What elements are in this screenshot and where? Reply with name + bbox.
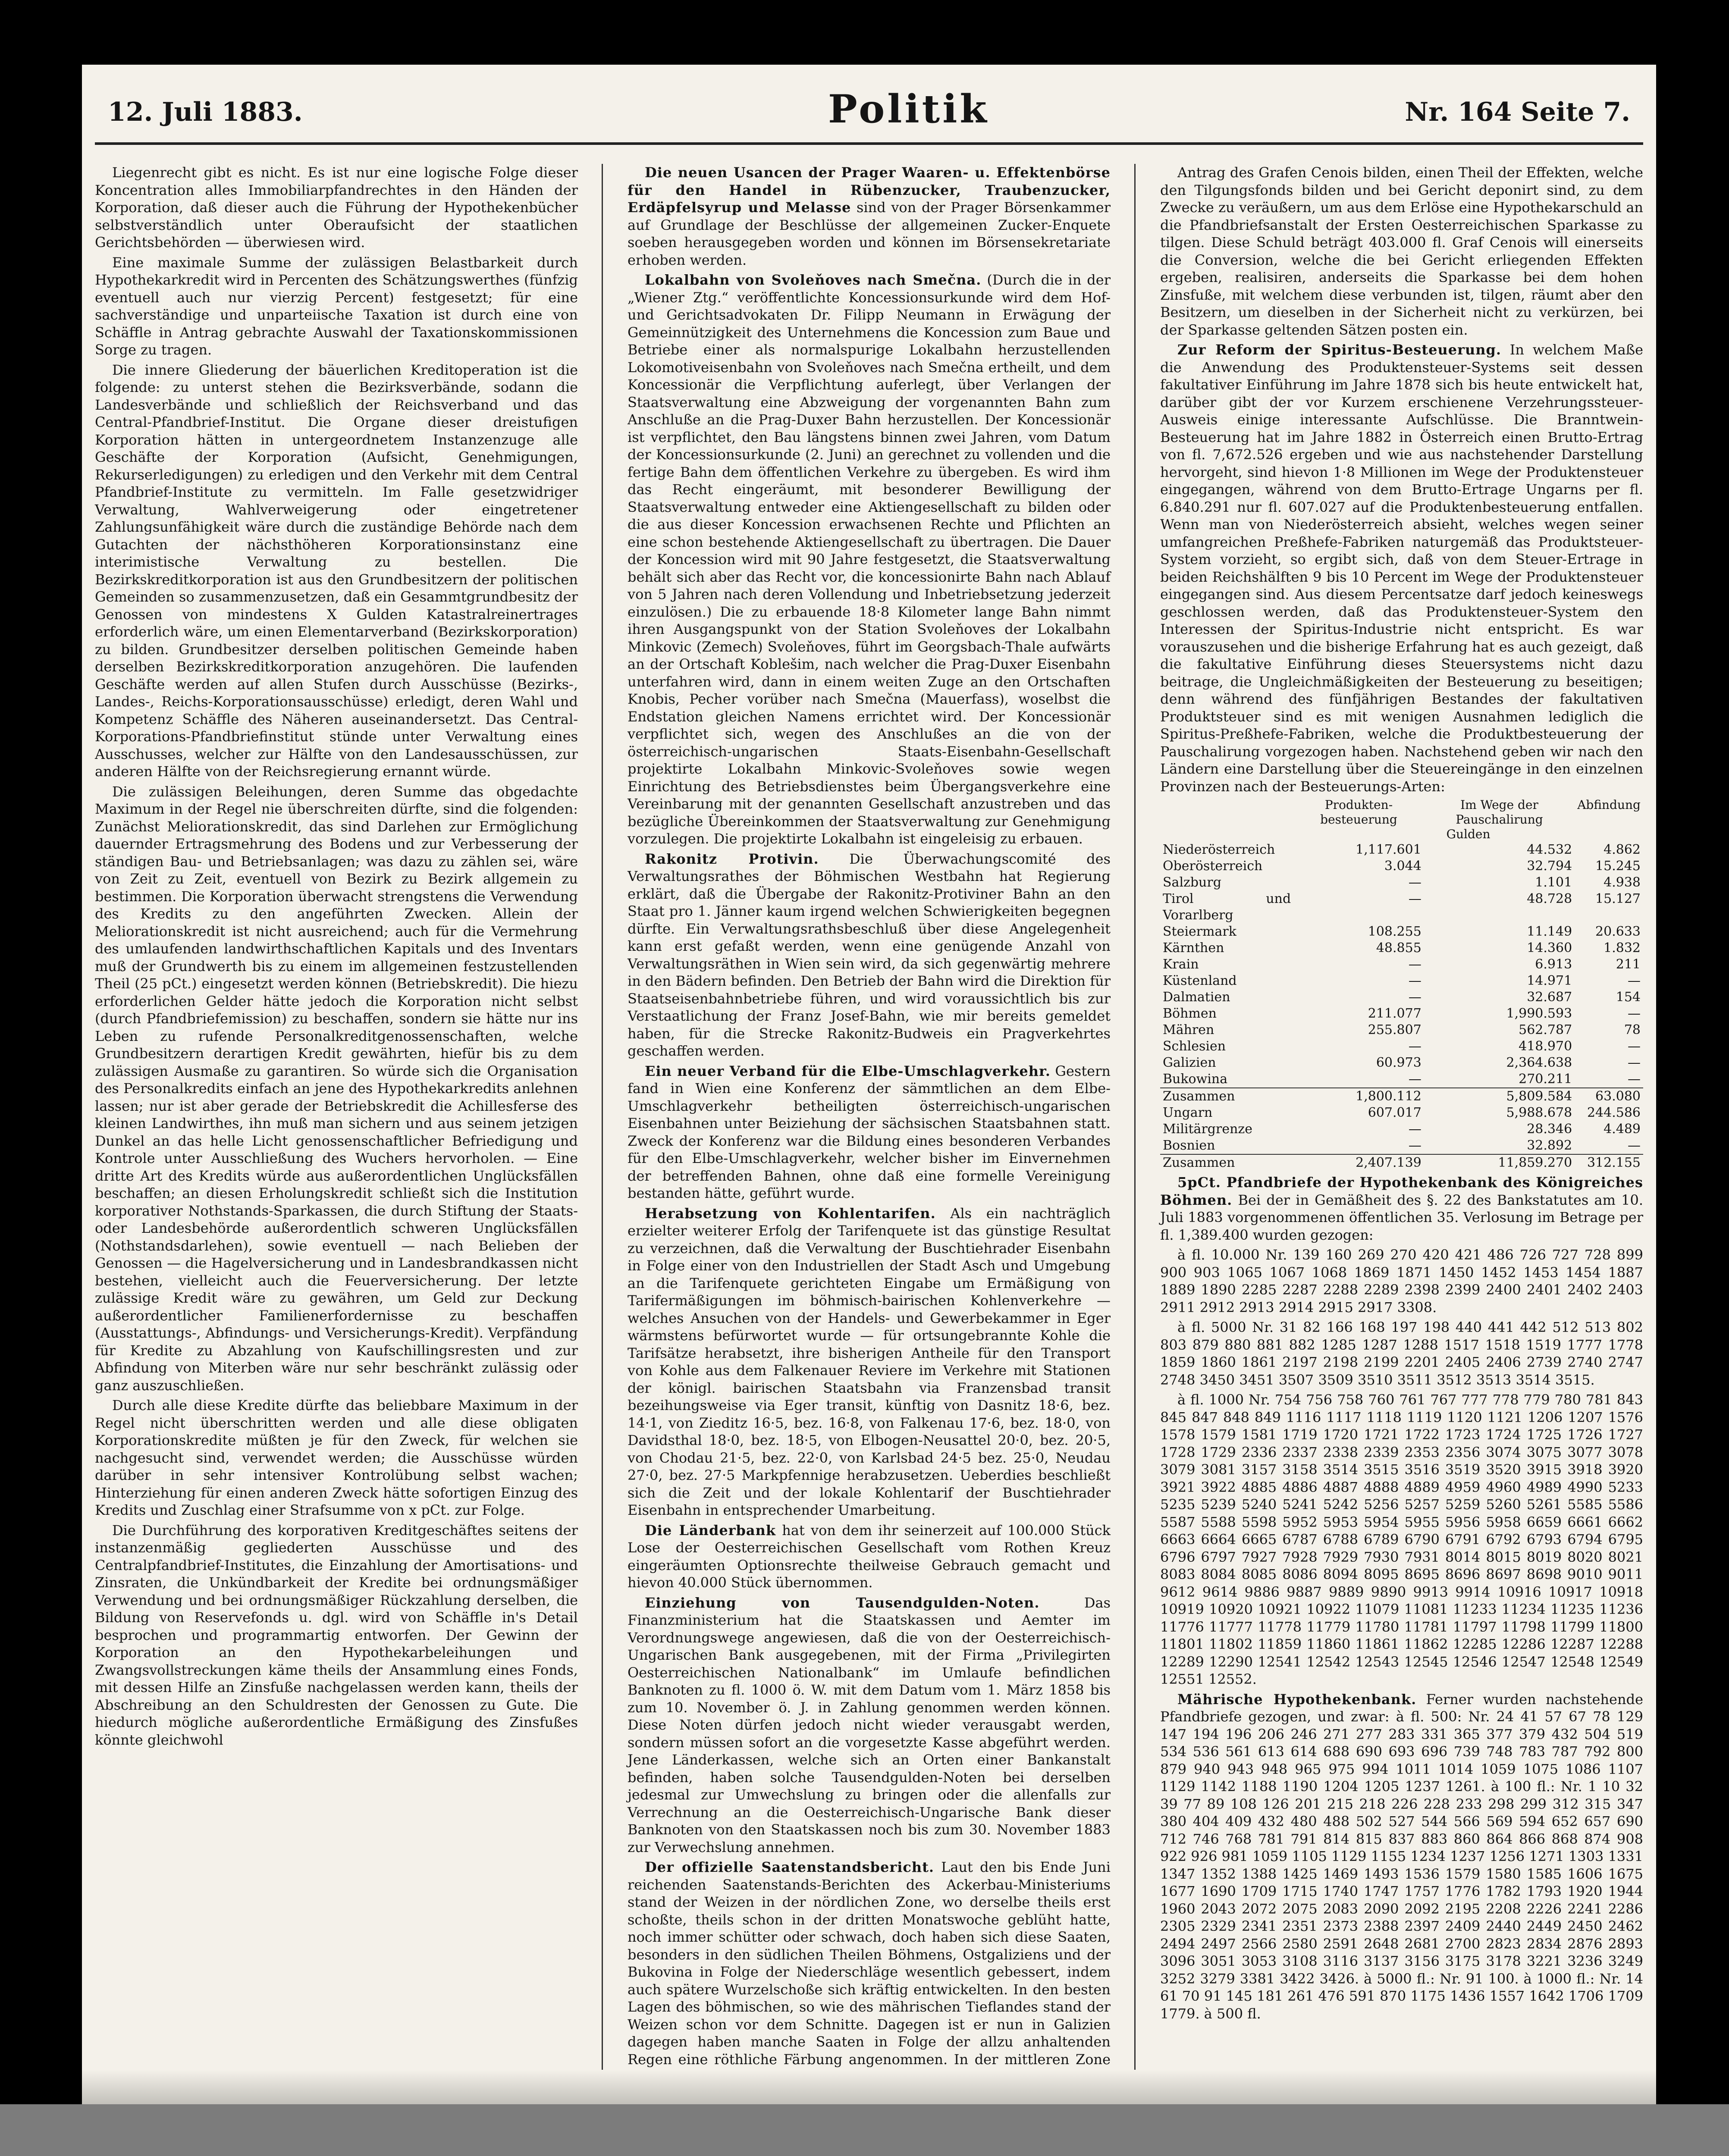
amount-cell: — bbox=[1628, 1039, 1641, 1054]
table-total-row: Zusammen 2,407.139 11,859.270 312.155 bbox=[1160, 1154, 1643, 1171]
amount-cell: — bbox=[1628, 1055, 1641, 1070]
paragraph: Die innere Gliederung der bäuerlichen Kreditoperation ist die folgende: zu unterst stehen die Bezirksverbände, sodann die Landesverbände und schließlich der Reichsverband und das Central-Pfandbrief-Institut. Die Organe dieser dreistufigen Korporation hätten in untergeordnetem Instanzenzuge alle Geschäfte der Korporation (Aufsicht, Genehmigungen, Rekurserledigungen) zu erledigen und den Verkehr mit dem Central Pfandbrief-Institute zu vermitteln. Im Falle gesetzwidriger Verwaltung, Wahlverweigerung oder eingetretener Zahlungsunfähigkeit wäre durch die zuständige Behörde nach dem Gutachten der nächsthöheren Korporationsinstanz eine interimistische Verwaltung zu bestellen. Die Bezirkskreditkorporation ist aus den Grundbesitzern der politischen Gemeinden so zusammenzusetzen, daß ein Gesammtgrundbesitz der Genossen von mindestens X Gulden Katastralreinertrages erforderlich wäre, um einen Elementarverband (Bezirkskorporation) zu bilden. Grundbesitzer derselben politischen Gemeinde haben derselben Bezirkskreditkorporation anzugehören. Die laufenden Geschäfte werden auf allen Stufen durch Ausschüsse (Bezirks-, Landes-, Reichs-Korporationsausschüsse) erledigt, deren Wahl und Kompetenz Schäffle des Näheren auseinandersetzt. Das Central-Korporations-Pfandbriefinstitut stünde unter Verwaltung eines Ausschusses, welcher zur Hälfte von den Landesausschüssen, zur anderen Hälfte von der Reichsregierung ernannt würde. bbox=[95, 361, 578, 780]
amount-cell: 4.489 bbox=[1603, 1122, 1641, 1137]
article-text: Als ein nachträglich erzielter weiterer Erfolg der Tarifenquete ist das günstige Resultat zu verzeichnen, daß die Verwaltung der Buschtiehrader Eisenbahn in Folge einer von den Industriellen der Stadt Asch und Umgebung an die Tarifenquete gerichteten Eingabe um Ermäßigung von Tarifermäßigungen im böhmisch-bairischen Kohlenverkehre — welches Ansuchen von der Handels- und Gewerbekammer in Eger wärmstens befürwortet wurde — für ortsungebrannte Kohle die Tarifsätze herabsetzt, ihre bisherigen Antheile für den Transport von Kohle aus dem Falkenauer Reviere im Verkehre mit Stationen der königl. bairischen Staatsbahn via Franzensbad transit bezeihungsweise via Eger transit, künftig von Dasnitz 18·6, bez. 14·1, von Zieditz 16·5, bez. 16·8, von Falkenau 17·6, bez. 18·0, von Davidsthal 18·0, bez. 18·5, von Elbogen-Neusattel 20·0, bez. 20·5, von Chodau 21·5, bez. 22·0, von Karlsbad 24·5 bez. 25·0, Neudau 27·0, bez. 27·5 Markpfennige herabzusetzen. Ueberdies beschließt sich die Zeit und der lokale Kohlentarif der Buschtiehrader Eisenbahn in entsprechender Umarbeitung. bbox=[628, 1205, 1111, 1518]
lottery-list: à fl. 10.000 Nr. 139 160 269 270 420 421 486 726 727 728 899 900 903 1065 1067 1068 1869 1871 1450 1452 1453 1454 1887 1889 1890 2285 2287 2288 2289 2398 2399 2400 2401 2402 2403 2911 2912 2913 2914 2915 2917 3308. bbox=[1160, 1247, 1643, 1316]
province-cell: Küstenland bbox=[1163, 973, 1237, 988]
province-cell: Galizien bbox=[1163, 1055, 1216, 1070]
table-row bbox=[1160, 1055, 1643, 1071]
article-heading: Herabsetzung von Kohlentarifen. bbox=[645, 1205, 936, 1222]
table-row bbox=[1160, 842, 1643, 858]
amount-cell: 28.346 bbox=[1527, 1122, 1572, 1137]
amount-cell: — bbox=[1408, 957, 1421, 972]
amount-cell: 2,364.638 bbox=[1506, 1055, 1572, 1070]
article-text: Bei der in Gemäßheit des §. 22 des Bankstatutes am 10. Juli 1883 vorgenommenen öffentlichen 35. Verlosung im Betrage per fl. 1,389.400 wurden gezogen: bbox=[1160, 1191, 1644, 1243]
table-row bbox=[1160, 874, 1643, 891]
table-header: Produkten-besteuerung bbox=[1320, 798, 1397, 827]
table-row bbox=[1160, 1105, 1643, 1121]
province-cell: Böhmen bbox=[1163, 1006, 1217, 1021]
paragraph: Durch alle diese Kredite dürfte das beliebbare Maximum in der Regel nicht überschritten werden und alle diese obligaten Korporationskredite müßten je für den Zweck, für welchen sie nachgesucht sind, verwendet werden; die Ausschüsse würden darüber in sehr intensiver Kontrolübung selbst wachen; Hinterziehung für einen anderen Zweck hätte sofortigen Einzug des Kredits und Zuschlag einer Strafsumme von x pCt. zur Folge. bbox=[95, 1397, 578, 1518]
province-cell: Salzburg bbox=[1163, 875, 1221, 890]
spirits-tax-table bbox=[1160, 798, 1643, 1171]
amount-cell: 154 bbox=[1616, 990, 1641, 1005]
table-row bbox=[1160, 924, 1643, 940]
amount-cell: 244.586 bbox=[1587, 1105, 1641, 1120]
amount-cell: 3.044 bbox=[1384, 859, 1421, 874]
article-heading: Die Länderbank bbox=[645, 1522, 776, 1539]
table-row bbox=[1160, 858, 1643, 874]
table-row bbox=[1160, 989, 1643, 1006]
amount-cell: 32.794 bbox=[1527, 859, 1572, 874]
amount-cell: — bbox=[1628, 1006, 1641, 1021]
amount-cell: 418.970 bbox=[1519, 1039, 1572, 1054]
article-text: Ferner wurden nachstehende Pfandbriefe gezogen, und zwar: à fl. 500: Nr. 24 41 57 67 78 129 147 194 196 206 246 271 277 283 331 365 377 379 432 504 519 534 536 561 613 614 688 690 693 696 739 748 783 787 792 800 879 940 943 948 965 975 994 1011 1014 1059 1075 1086 1107 1129 1142 1188 1190 1204 1205 1237 1261. à 100 fl.: Nr. 1 10 32 39 77 89 108 126 201 215 218 226 228 233 298 299 312 315 347 380 404 409 432 480 488 502 527 544 566 569 594 652 657 690 712 746 768 781 791 814 815 837 883 860 864 866 868 874 908 922 926 981 1059 1105 1129 1155 1234 1237 1256 1271 1303 1331 1347 1352 1388 1425 1469 1493 1536 1579 1580 1585 1606 1675 1677 1690 1709 1715 1740 1747 1757 1776 1782 1793 1920 1944 1960 2043 2072 2075 2083 2090 2092 2195 2208 2226 2241 2286 2305 2329 2341 2351 2373 2388 2397 2409 2440 2449 2450 2462 2494 2497 2566 2580 2591 2648 2681 2700 2823 2834 2876 2893 3096 3051 3053 3108 3116 3137 3156 3175 3178 3221 3236 3249 3252 3279 3381 3422 3426. à 5000 fl.: Nr. 91 100. à 1000 fl.: Nr. 14 61 70 91 145 181 261 476 591 870 1175 1436 1557 1642 1706 1709 1779. à 500 fl. bbox=[1160, 1691, 1644, 2022]
article-heading: Lokalbahn von Svoleňoves nach Smečna. bbox=[645, 272, 982, 288]
amount-cell: — bbox=[1628, 973, 1641, 988]
table-row bbox=[1160, 973, 1643, 989]
table-header: Abfindung bbox=[1577, 798, 1641, 812]
amount-cell: 1,990.593 bbox=[1506, 1006, 1572, 1021]
scan-background bbox=[0, 2104, 1729, 2156]
article-heading: 5pCt. Pfandbriefe der Hypothekenbank des Königreiches Böhmen. bbox=[1160, 1174, 1643, 1208]
amount-cell: 1.832 bbox=[1603, 940, 1641, 956]
amount-cell: — bbox=[1628, 1072, 1641, 1087]
amount-cell: 5,988.678 bbox=[1506, 1105, 1572, 1120]
province-cell: Bukowina bbox=[1163, 1072, 1228, 1087]
amount-cell: 270.211 bbox=[1519, 1072, 1572, 1087]
table-row bbox=[1160, 1071, 1643, 1088]
province-cell: Oberösterreich bbox=[1163, 859, 1263, 874]
province-cell: Militärgrenze bbox=[1163, 1122, 1252, 1137]
lottery-list: à fl. 5000 Nr. 31 82 166 168 197 198 440 441 442 512 513 802 803 879 880 881 882 1285 1287 1288 1517 1518 1519 1777 1778 1859 1860 1861 2197 2198 2199 2201 2405 2406 2739 2740 2747 2748 3450 3451 3507 3509 3510 3511 3512 3513 3514 3515. bbox=[1160, 1319, 1643, 1388]
amount-cell: — bbox=[1408, 1072, 1421, 1087]
amount-cell: 78 bbox=[1624, 1022, 1641, 1037]
header-rule bbox=[95, 142, 1643, 145]
province-cell: Bosnien bbox=[1163, 1138, 1215, 1153]
table-body bbox=[1160, 1105, 1643, 1154]
column-rule bbox=[602, 164, 603, 2109]
amount-cell: — bbox=[1408, 875, 1421, 890]
lottery-list: à fl. 1000 Nr. 754 756 758 760 761 767 777 778 779 780 781 843 845 847 848 849 1116 1117 1118 1119 1120 1121 1206 1207 1576 1578 1579 1581 1719 1720 1721 1722 1723 1724 1725 1726 1727 1728 1729 2336 2337 2338 2339 2353 2356 3074 3075 3077 3078 3079 3081 3157 3158 3514 3515 3516 3519 3520 3915 3918 3920 3921 3922 4885 4886 4887 4888 4889 4959 4960 4989 4990 5233 5235 5239 5240 5241 5242 5256 5257 5259 5260 5261 5585 5586 5587 5588 5598 5952 5953 5954 5955 5956 5958 6659 6661 6662 6663 6664 6665 6787 6788 6789 6790 6791 6792 6793 6794 6795 6796 6797 7927 7928 7929 7930 7931 8014 8015 8019 8020 8021 8083 8084 8085 8086 8094 8095 8695 8696 8697 8698 9010 9011 9612 9614 9886 9887 9889 9890 9913 9914 10916 10917 10918 10919 10920 10921 10922 11079 11081 11233 11234 11235 11236 11776 11777 11778 11779 11780 11781 11797 11798 11799 11800 11801 11802 11859 11860 11861 11862 12285 12286 12287 12288 12289 12290 12541 12542 12543 12545 12546 12547 12548 12549 12551 12552. bbox=[1160, 1391, 1643, 1687]
article-heading: Zur Reform der Spiritus-Besteuerung. bbox=[1177, 342, 1502, 358]
amount-cell: 48.728 bbox=[1527, 891, 1572, 906]
amount-cell: 562.787 bbox=[1519, 1022, 1572, 1037]
article-text: Laut den bis Ende Juni reichenden Saatenstands-Berichten des Ackerbau-Ministeriums stand der Weizen in der nördlichen Zone, wo derselbe theils erst schoßte, theils schon in der dritten Monatswoche geblüht hatte, noch immer schütter oder schwach, doch haben sich diese Saaten, besonders in den südlichen Theilen Böhmens, Ostgaliziens und der Bukovina in Folge der Niederschläge wesentlich gebessert, indem auch spätere Wurzelschoße sich kräftig entwickelten. In den besten Lagen des böhmischen, so wie des mährischen Tieflandes stand der Weizen schon vor dem Schnitte. Dagegen ist er nun in Galizien dagegen haben manche Saaten in Folge der allzu anhaltenden Regen eine röthliche Färbung angenommen. In der mittleren Zone bbox=[628, 1859, 1111, 2068]
paragraph: Die zulässigen Beleihungen, deren Summe das obgedachte Maximum in der Regel nie überschreiten dürfte, sind die folgenden: Zunächst Meliorationskredit, das sind Darlehen zur Ermöglichung dauernder Ertragsmehrung des Bodens und zur Verbesserung der ständigen Bau- und Betriebsanlagen; was dazu zu zählen sei, wäre von Zeit zu Zeit, eventuell von Bezirk zu Bezirk allgemein zu bestimmen. Die Korporation überwacht strengstens die Verwendung des Kredits zu den angeführten Zwecken. Allein der Meliorationskredit ist nicht ausreichend; auch für die Vermehrung des umlaufenden landwirthschaftlichen Kapitals und des Inventars muß der Grundwerth bis zu einem im allgemeinen festzustellenden Theil (25 pCt.) eingesetzt werden können (Betriebskredit). Die hiezu erforderlichen Gelder hätte jedoch die Korporation nicht selbst (durch Pfandbriefemission) zu beschaffen, sondern sie hätte nur ins Leben zu rufende Personalkreditgenossenschaften, welche Grundbesitzern derartigen Kredit gewährten, hiefür bis zu dem zulässigen Ausmaße zu garantiren. So würde sich die Organisation des Personalkredits einfach an jene des Hypothekarkredits anlehnen lassen; nur ist aber gerade der Betriebskredit die Achillesferse des kleinen Landwirthes, ihn muß man sichern und aus seinem jetzigen Dunkel an das helle Licht genossenschaftlicher Befriedigung und Kontrole unter Ausschließung des Wuchers hervorholen. — Eine dritte Art des Kredits würde aus außerordentlichen Unglücksfällen beschaffen; an diesen Erholungskredit schließt sich die Institution korporativer Nothstands-Sparkassen, die durch Stiftung der Staats- oder Landesbehörde außerordentlich schweren Unglücksfällen (Nothstandsdarlehen), sowie eventuell — nach Belieben der Genossen — die Hagelversicherung und in Landesbrandkassen nicht bestehen, vielleicht auch die Feuerversicherung. Der letzte zulässige Kredit wäre zu gewähren, um Geld zur Deckung außerordentlicher Familienerfordernisse zu beschaffen (Ausstattungs-, Abfindungs- und Versicherungs-Kredit). Verpfändung für Kredite zu Abzahlung von Kaufschillingsresten und zur Abfindung von Miterben wäre nur sehr beschränkt zulässig oder ganz auszuschließen. bbox=[95, 783, 578, 1394]
amount-cell: 211.077 bbox=[1368, 1006, 1421, 1021]
amount-cell: 4.862 bbox=[1603, 842, 1641, 857]
amount-cell: — bbox=[1408, 973, 1421, 988]
amount-cell: 15.127 bbox=[1595, 891, 1641, 906]
table-row bbox=[1160, 1121, 1643, 1138]
article-heading: Mährische Hypothekenbank. bbox=[1177, 1691, 1417, 1708]
header-title: Politik bbox=[828, 86, 989, 132]
article-text: (Durch die in der „Wiener Ztg.“ veröffentlichte Koncessionsurkunde wird dem Hof- und Gerichtsadvokaten Dr. Filipp Neumann in Erwägung der Gemeinnützigkeit des Unternehmens die Koncession zum Baue und Betriebe einer als normalspurige Lokalbahn herzustellenden Lokomotiveisenbahn von Svoleňoves nach Smečna ertheilt, und dem Koncessionär die Verpflichtung auferlegt, über Verlangen der Staatsverwaltung eine Abzweigung der vorgenannten Bahn zum Anschluße an die Prag-Duxer Bahn herzustellen. Der Koncessionär ist verpflichtet, den Bau längstens binnen zwei Jahren, vom Datum der Koncessionsurkunde (2. Juni) an gerechnet zu vollenden und die fertige Bahn dem öffentlichen Verkehre zu übergeben. Es wird ihm das Recht eingeräumt, mit besonderer Bewilligung der Staatsverwaltung entweder eine Aktiengesellschaft zu bilden oder die aus dieser Koncession erwachsenen Rechte und Pflichten an eine schon bestehende Aktiengesellschaft zu übertragen. Die Dauer der Koncession wird mit 90 Jahre festgesetzt, die Staatsverwaltung behält sich aber das Recht vor, die koncessionirte Bahn nach Ablauf von 5 Jahren nach deren Vollendung und Inbetriebsetzung jederzeit einzulösen.) Die zu erbauende 18·8 Kilometer lange Bahn nimmt ihren Ausgangspunkt von der Station Svoleňoves der Lokalbahn Minkovic (Zemech) Svoleňoves, führt im Georgsbach-Thale aufwärts an der Ortschaft Koblešim, nach welcher die Prag-Duxer Eisenbahn unterfahren wird, dann in einem weiten Zuge an den Ortschaften Knobis, Pecher vorüber nach Smečna (Mauerfass), woselbst die Endstation gleichen Namens errichtet wird. Der Koncessionär verpflichtet sich, wegen des Anschlußes an die von der österreichisch-ungarischen Staats-Eisenbahn-Gesellschaft projektirte Lokalbahn Minkovic-Svoleňoves sowie wegen Einrichtung des Betriebsdienstes beim Übergangsverkehre eine Vereinbarung mit der genannten Gesellschaft anzustreben und das bezügliche Übereinkommen der Staatsverwaltung zur Genehmigung vorzulegen. Die projektirte Lokalbahn ist eingeleisig zu erbauen. bbox=[628, 272, 1111, 847]
article-heading: Der offizielle Saatenstandsbericht. bbox=[645, 1859, 935, 1875]
amount-cell: 255.807 bbox=[1368, 1022, 1421, 1037]
amount-cell: 32.687 bbox=[1527, 990, 1572, 1005]
header-date: 12. Juli 1883. bbox=[108, 97, 303, 127]
amount-cell: — bbox=[1408, 1138, 1421, 1153]
article-heading: Die neuen Usancen der Prager Waaren- u. Effektenbörse für den Handel in Rübenzucker, Traubenzucker, Erdäpfelsyrup und Melasse bbox=[628, 164, 1111, 216]
amount-cell: — bbox=[1628, 1138, 1641, 1153]
amount-cell: 607.017 bbox=[1368, 1105, 1421, 1120]
table-row bbox=[1160, 956, 1643, 973]
paragraph: Antrag des Grafen Cenois bilden, einen Theil der Effekten, welche den Tilgungsfonds bilden und bei Gericht deponirt sind, zu dem Zwecke zu veräußern, um aus dem Erlöse eine Hypothekarschuld an die Pfandbriefsanstalt der Ersten Oesterreichischen Sparkasse zu tilgen. Diese Schuld beträgt 403.000 fl. Graf Cenois will einerseits die Conversion, welche die bei Gericht erliegenden Effekten ergeben, realisiren, anderseits die Sparkasse bei dem hohen Zinsfuße, mit welchem diese verbunden ist, tilgen, räumt aber den Besitzern, um dieselben in der Sicherheit nicht zu verkürzen, bei der Sparkasse geltenden Sätzen posten ein. bbox=[1160, 164, 1643, 338]
article-text: Gestern fand in Wien eine Konferenz der sämmtlichen an dem Elbe-Umschlagverkehr betheiligten österreichisch-ungarischen Eisenbahnen unter Beiziehung der sächsischen Staatsbahnen statt. Zweck der Konferenz war die Bildung eines besonderen Verbandes für den Elbe-Umschlagverkehr, welcher bisher im Einvernehmen der betreffenden Bahnen, ohne daß eine formelle Vereinigung bestanden hätte, geführt wurde. bbox=[628, 1062, 1111, 1201]
paragraph: Die Durchführung des korporativen Kreditgeschäftes seitens der instanzenmäßig gegliederten Ausschüsse und des Centralpfandbrief-Institutes, die Einzahlung der Amortisations- und Zinsraten, die Unkündbarkeit der Kredite bei ordnungsmäßiger Verwendung und bei ordnungsmäßiger Rückzahlung derselben, die Bildung von Reservefonds u. dgl. wird von Schäffle in's Detail besprochen und programmartig entworfen. Der Gewinn der Korporation an den Hypothekarbeleihungen und Zwangsvollstreckungen käme theils der Ansammlung eines Fonds, mit dessen Hilfe an Zinsfuße nachgelassen werden kann, theils der Abschreibung an den Schuldresten der Genossen zu Gute. Die hiedurch mögliche außerordentliche Ermäßigung des Zinsfußes könnte gleichwohl bbox=[95, 1522, 578, 1748]
amount-cell: 15.245 bbox=[1595, 859, 1641, 874]
column-3 bbox=[1160, 164, 1643, 2109]
province-cell: Steiermark bbox=[1163, 924, 1236, 939]
amount-cell: 14.971 bbox=[1527, 973, 1572, 988]
table-unit: Gulden bbox=[1446, 827, 1491, 841]
paragraph: Liegenrecht gibt es nicht. Es ist nur eine logische Folge dieser Koncentration alles Immobiliarpfandrechtes in den Händen der Korporation, daß dieser auch die Führung der Hypothekenbücher selbstverständlich unter Oberaufsicht der staatlichen Gerichtsbehörden — überwiesen wird. bbox=[95, 164, 578, 251]
amount-cell: 48.855 bbox=[1376, 940, 1421, 956]
table-row bbox=[1160, 940, 1643, 956]
province-cell: Mähren bbox=[1163, 1022, 1214, 1037]
amount-cell: 32.892 bbox=[1527, 1138, 1572, 1153]
amount-cell: 44.532 bbox=[1527, 842, 1572, 857]
amount-cell: — bbox=[1408, 891, 1421, 906]
amount-cell: 1,117.601 bbox=[1356, 842, 1421, 857]
article-text: Die Überwachungscomité des Verwaltungsrathes der Böhmischen Westbahn hat Regierung erklärt, daß die Übergabe der Rakonitz-Protiviner Bahn an den Staat pro 1. Jänner kaum irgend welchen Schwierigkeiten begegnen dürfte. Ein Verwaltungsrathsbeschluß über diese Angelegenheit kann erst gefaßt werden, wenn eine genügende Anzahl von Verwaltungsräthen in Wien sein wird, da sich gegenwärtig mehrere in den Bädern befinden. Den Betrieb der Bahn wird die Direktion für Staatseisenbahnbetriebe führen, und wird voraussichtlich bis zur Verstaatlichung der Franz Josef-Bahn, wie mir bereits gemeldet haben, für die Strecke Rakonitz-Budweis ein Pragverkehrtes geschaffen werden. bbox=[628, 850, 1111, 1059]
table-subtotal-row: Zusammen 1,800.112 5,809.584 63.080 bbox=[1160, 1088, 1643, 1105]
amount-cell: 1.101 bbox=[1535, 875, 1572, 890]
article-text: Das Finanzministerium hat die Staatskassen und Aemter im Verordnungswege angewiesen, daß die von der Oesterreichisch-Ungarischen Bank ausgegebenen, mit der Firma „Privilegirten Oesterreichischen Nationalbank“ im Umlaufe befindlichen Banknoten zu fl. 1000 ö. W. mit dem Datum vom 1. März 1858 bis zum 10. November ö. J. in Zahlung genommen werden können. Diese Noten dürfen jedoch nicht wieder verausgabt werden, sondern müssen sofort an die vorgesetzte Kasse abgeführt werden. Jene Länderkassen, welche sich an Orten einer Bankanstalt befinden, haben solche Tausendgulden-Noten bei derselben jedesmal zur Umwechslung zu bringen oder die allenfalls zur Verrechnung an die Oesterreichisch-Ungarische Bank dieser Banknoten von den Staatskassen noch bis zum 30. November 1883 zur Verwechslung annehmen. bbox=[628, 1594, 1111, 1855]
article-text: sind von der Prager Börsenkammer auf Grundlage der Beschlüsse der allgemeinen Zucker-Enquete soeben herausgegeben worden und können im Börsensekretariate erhoben werden. bbox=[628, 199, 1111, 268]
amount-cell: — bbox=[1408, 1122, 1421, 1137]
column-rule bbox=[1134, 164, 1136, 2109]
province-cell: Niederösterreich bbox=[1163, 842, 1275, 857]
paragraph: Eine maximale Summe der zulässigen Belastbarkeit durch Hypothekarkredit wird in Percenten des Schätzungswerthes (fünfzig eventuell auch nur vierzig Percent) festgesetzt; für eine sachverständige und unparteiische Taxation ist durch eine von Schäffle in Antrag gebrachte Auswahl der Taxationskommissionen Sorge zu tragen. bbox=[95, 254, 578, 358]
amount-cell: 4.938 bbox=[1603, 875, 1641, 890]
table-row bbox=[1160, 1006, 1643, 1022]
amount-cell: 211 bbox=[1616, 957, 1641, 972]
page-header bbox=[95, 86, 1643, 151]
province-cell: Kärnthen bbox=[1163, 940, 1224, 956]
table-row bbox=[1160, 1138, 1643, 1154]
table-row bbox=[1160, 1022, 1643, 1038]
province-cell: Ungarn bbox=[1163, 1105, 1213, 1120]
amount-cell: 60.973 bbox=[1376, 1055, 1421, 1070]
column-1 bbox=[95, 164, 578, 2109]
table-header: Im Wege der Pauschalirung bbox=[1456, 798, 1543, 827]
table-row bbox=[1160, 891, 1643, 924]
amount-cell: 108.255 bbox=[1368, 924, 1421, 939]
amount-cell: 14.360 bbox=[1527, 940, 1572, 956]
column-2 bbox=[628, 164, 1111, 2109]
header-issue: Nr. 164 Seite 7. bbox=[1405, 97, 1630, 127]
article-heading: Einziehung von Tausendgulden-Noten. bbox=[645, 1594, 1040, 1611]
amount-cell: 11.149 bbox=[1527, 924, 1572, 939]
article-heading: Rakonitz Protivin. bbox=[645, 850, 819, 867]
amount-cell: — bbox=[1408, 1039, 1421, 1054]
newspaper-page bbox=[82, 65, 1656, 2117]
amount-cell: 6.913 bbox=[1535, 957, 1572, 972]
province-cell: Tirol und Vorarlberg bbox=[1163, 891, 1291, 923]
amount-cell: 20.633 bbox=[1595, 924, 1641, 939]
article-text: In welchem Maße die Anwendung des Produktensteuer-Systems seit dessen fakultativer Einführung im Jahre 1878 sich bis heute entwickelt hat, darüber gibt der vor Kurzem erschienene Verzehrungssteuer-Ausweis einige interessante Aufschlüsse. Die Branntwein-Besteuerung hat im Jahre 1882 in Österreich einen Brutto-Ertrag von fl. 7,672.526 ergeben und wie aus nachstehender Darstellung hervorgeht, sind hievon 1·8 Millionen im Wege der Produktensteuer eingegangen, während von dem Brutto-Ertrage Ungarns per fl. 6.840.291 nur fl. 607.027 auf die Produktenbesteuerung entfallen. Wenn man von Niederösterreich absieht, welches wegen seiner umfangreichen Preßhefe-Fabriken naturgemäß das Produktsteuer-System vorzieht, so ergibt sich, daß von dem Steuer-Ertrage in beiden Reichshälften 9 bis 10 Percent im Wege der Produktensteuer eingegangen sind. Aus diesem Percentsatze darf jedoch keineswegs geschlossen werden, daß das Produktensteuer-System den Interessen der Spiritus-Industrie nicht entspricht. Es war vorauszusehen und die bisherige Erfahrung hat es auch gezeigt, daß die fakultative Einführung dieses Steuersystems nicht dazu beitrage, die Ungleichmäßigkeiten der Besteuerung zu beseitigen; denn während des fünfjährigen Bestandes der fakultativen Produktsteuer sind es mit wenigen Ausnahmen lediglich die Spiritus-Preßhefe-Fabriken, welche die Produktbesteuerung der Pauschalirung vorgezogen haben. Nachstehend geben wir nach den Ländern eine Darstellung über die Steuereingänge in den einzelnen Provinzen nach der Besteuerungs-Arten: bbox=[1160, 342, 1644, 795]
article-heading: Ein neuer Verband für die Elbe-Umschlagverkehr. bbox=[645, 1062, 1051, 1079]
article-text: hat von dem ihr seinerzeit auf 100.000 Stück Lose der Oesterreichischen Gesellschaft vom Rothen Kreuz eingeräumten Optionsrechte theilweise Gebrauch gemacht und hievon 40.000 Stück übernommen. bbox=[628, 1522, 1111, 1591]
province-cell: Dalmatien bbox=[1163, 990, 1230, 1005]
province-cell: Krain bbox=[1163, 957, 1199, 972]
amount-cell: — bbox=[1408, 990, 1421, 1005]
table-row bbox=[1160, 1038, 1643, 1055]
province-cell: Schlesien bbox=[1163, 1039, 1226, 1054]
table-body bbox=[1160, 842, 1643, 1088]
